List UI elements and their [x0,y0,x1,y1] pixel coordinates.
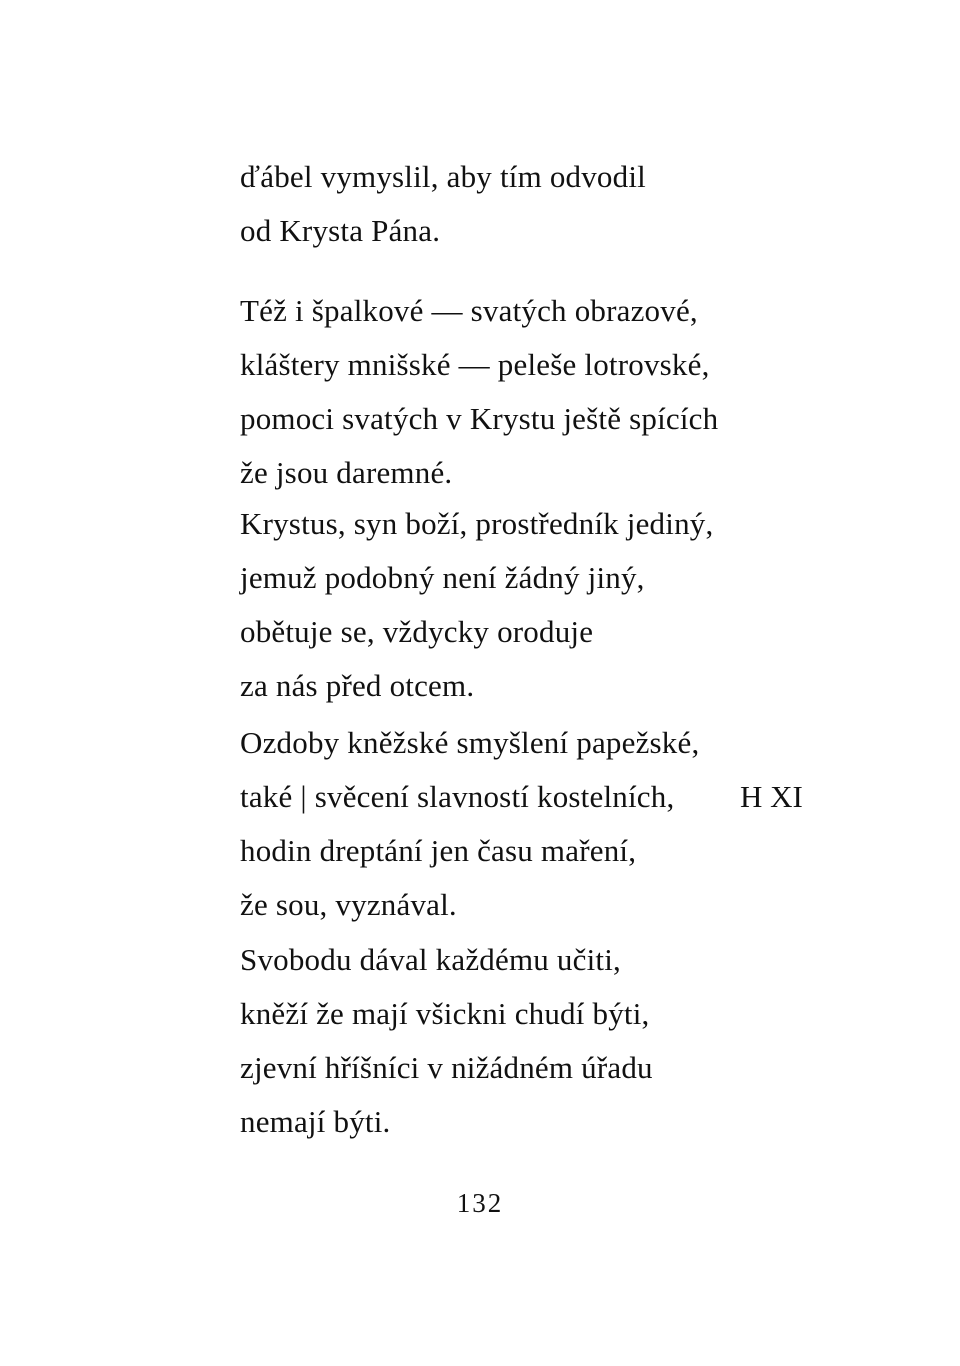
verse-line: že jsou daremné. [240,455,453,490]
verse-line: také | svěcení slavností kostelních, [240,779,675,814]
margin-note: H XI [740,779,803,814]
verse-line: Svobodu dával každému učiti, [240,942,621,977]
stanza-4 [240,716,860,932]
stanza-1 [240,150,860,258]
verse-line: Krystus, syn boží, prostředník jediný, [240,506,714,541]
verse-line: kláštery mnišské — peleše lotrovské, [240,347,710,382]
verse-line: Ozdoby kněžské smyšlení papežské, [240,725,700,760]
verse-line: Též i špalkové — svatých obrazové, [240,293,698,328]
stanza-2 [240,284,860,500]
verse-line: obětuje se, vždycky oroduje [240,614,594,649]
verse-line: pomoci svatých v Krystu ještě spících [240,401,719,436]
stanza-5 [240,933,860,1149]
verse-line: nemají býti. [240,1104,391,1139]
page-number: 132 [456,1188,504,1218]
verse-line: jemuž podobný není žádný jiný, [240,560,645,595]
verse-line: kněží že mají všickni chudí býti, [240,996,650,1031]
verse-line: zjevní hříšníci v nižádném úřadu [240,1050,653,1085]
verse-line: že sou, vyznával. [240,887,457,922]
verse-line: ďábel vymyslil, aby tím odvodil [240,159,646,194]
verse-line: od Krysta Pána. [240,213,441,248]
stanza-3 [240,497,860,713]
verse-line: hodin dreptání jen času maření, [240,833,637,868]
verse-line: za nás před otcem. [240,668,475,703]
